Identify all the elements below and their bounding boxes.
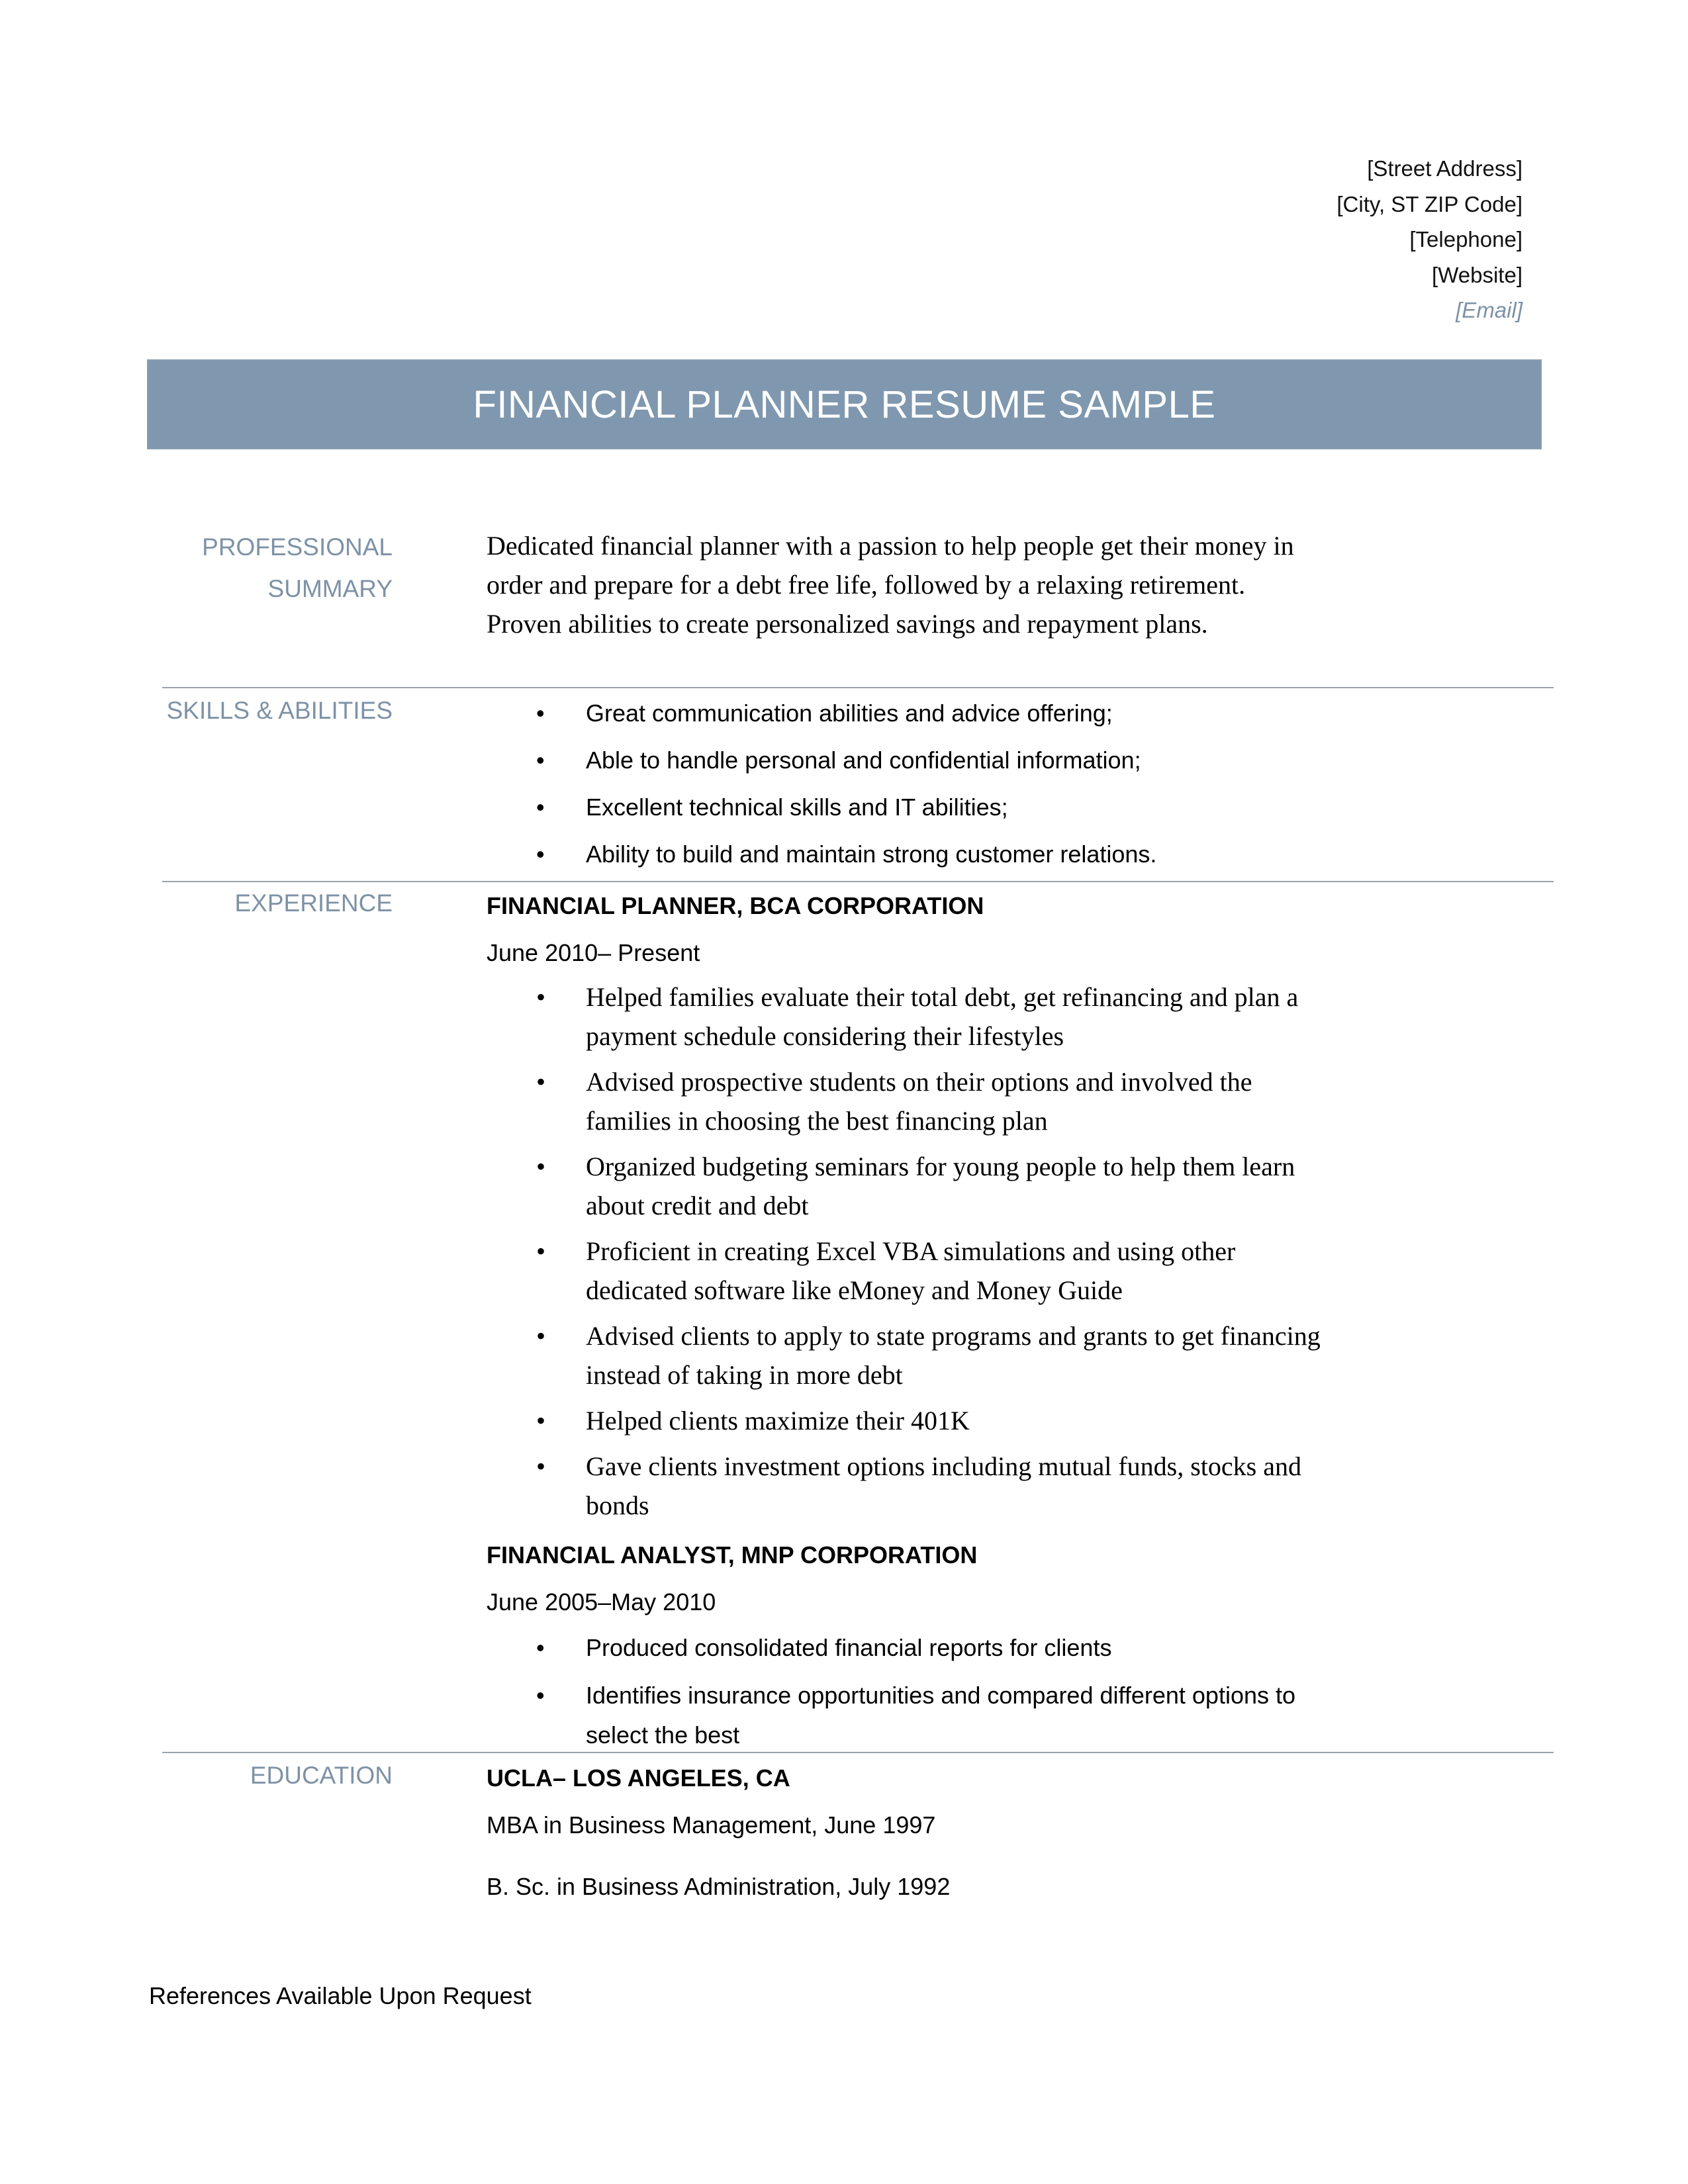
references-note: References Available Upon Request [149, 1982, 532, 2009]
telephone: [Telephone] [1409, 227, 1523, 251]
list-item: • Identifies insurance opportunities and compared different options to select the best [487, 1676, 1347, 1755]
school-name: UCLA– LOS ANGELES, CA [487, 1764, 790, 1792]
email: [Email] [1456, 298, 1523, 322]
contact-block [1336, 151, 1523, 328]
list-item: • Excellent technical skills and IT abilities; [487, 784, 1519, 831]
education-section [162, 1752, 1554, 1938]
education-label: EDUCATION [250, 1762, 393, 1789]
experience-body [487, 882, 1519, 1763]
list-item: • Advised clients to apply to state programs and grants to get financing instead of taking in more debt [487, 1316, 1321, 1394]
summary-text: Dedicated financial planner with a passion to help people get their money in order and prepare for a debt free life, followed by a relaxing retirement. Proven abilities to create personalized savings and repayment plans. [487, 531, 1294, 639]
degree: B. Sc. in Business Administration, July 1992 [487, 1873, 951, 1900]
summary-label-line1: PROFESSIONAL [202, 533, 393, 561]
degree: MBA in Business Management, June 1997 [487, 1811, 936, 1839]
list-item: • Helped families evaluate their total debt, get refinancing and plan a payment schedule considering their lifestyles [487, 978, 1321, 1056]
job-bullets [487, 978, 1321, 1525]
job-title: FINANCIAL PLANNER, BCA CORPORATION [487, 892, 984, 919]
job-title: FINANCIAL ANALYST, MNP CORPORATION [487, 1541, 978, 1569]
job-dates: June 2005–May 2010 [487, 1588, 716, 1615]
city-state-zip: [City, ST ZIP Code] [1336, 191, 1523, 216]
title-banner [147, 359, 1542, 449]
list-item: • Organized budgeting seminars for young people to help them learn about credit and debt [487, 1147, 1321, 1225]
skills-label: SKILLS & ABILITIES [166, 697, 393, 724]
list-item: • Gave clients investment options including mutual funds, stocks and bonds [487, 1447, 1321, 1525]
summary-label [128, 526, 393, 610]
skills-section [162, 687, 1554, 880]
list-item: • Great communication abilities and advice offering; [487, 690, 1519, 737]
summary-section [162, 526, 1554, 685]
summary-label-line2: SUMMARY [267, 575, 393, 602]
list-item: • Proficient in creating Excel VBA simulations and using other dedicated software like eMoney and Money Guide [487, 1232, 1321, 1310]
list-item: • Helped clients maximize their 401K [487, 1401, 1321, 1440]
list-item: • Ability to build and maintain strong customer relations. [487, 831, 1519, 878]
list-item: • Produced consolidated financial reports for clients [487, 1628, 1347, 1668]
job-bullets [487, 1628, 1347, 1755]
education-body [487, 1754, 1519, 1910]
list-item: • Able to handle personal and confidential information; [487, 737, 1519, 784]
street-address: [Street Address] [1367, 156, 1523, 181]
list-item: • Advised prospective students on their options and involved the families in choosing the best financing plan [487, 1062, 1321, 1140]
skills-list [487, 690, 1519, 878]
page-title: FINANCIAL PLANNER RESUME SAMPLE [473, 383, 1216, 426]
experience-section [162, 881, 1554, 1749]
experience-label: EXPERIENCE [234, 889, 393, 917]
website: [Website] [1432, 262, 1523, 287]
job-dates: June 2010– Present [487, 939, 700, 966]
